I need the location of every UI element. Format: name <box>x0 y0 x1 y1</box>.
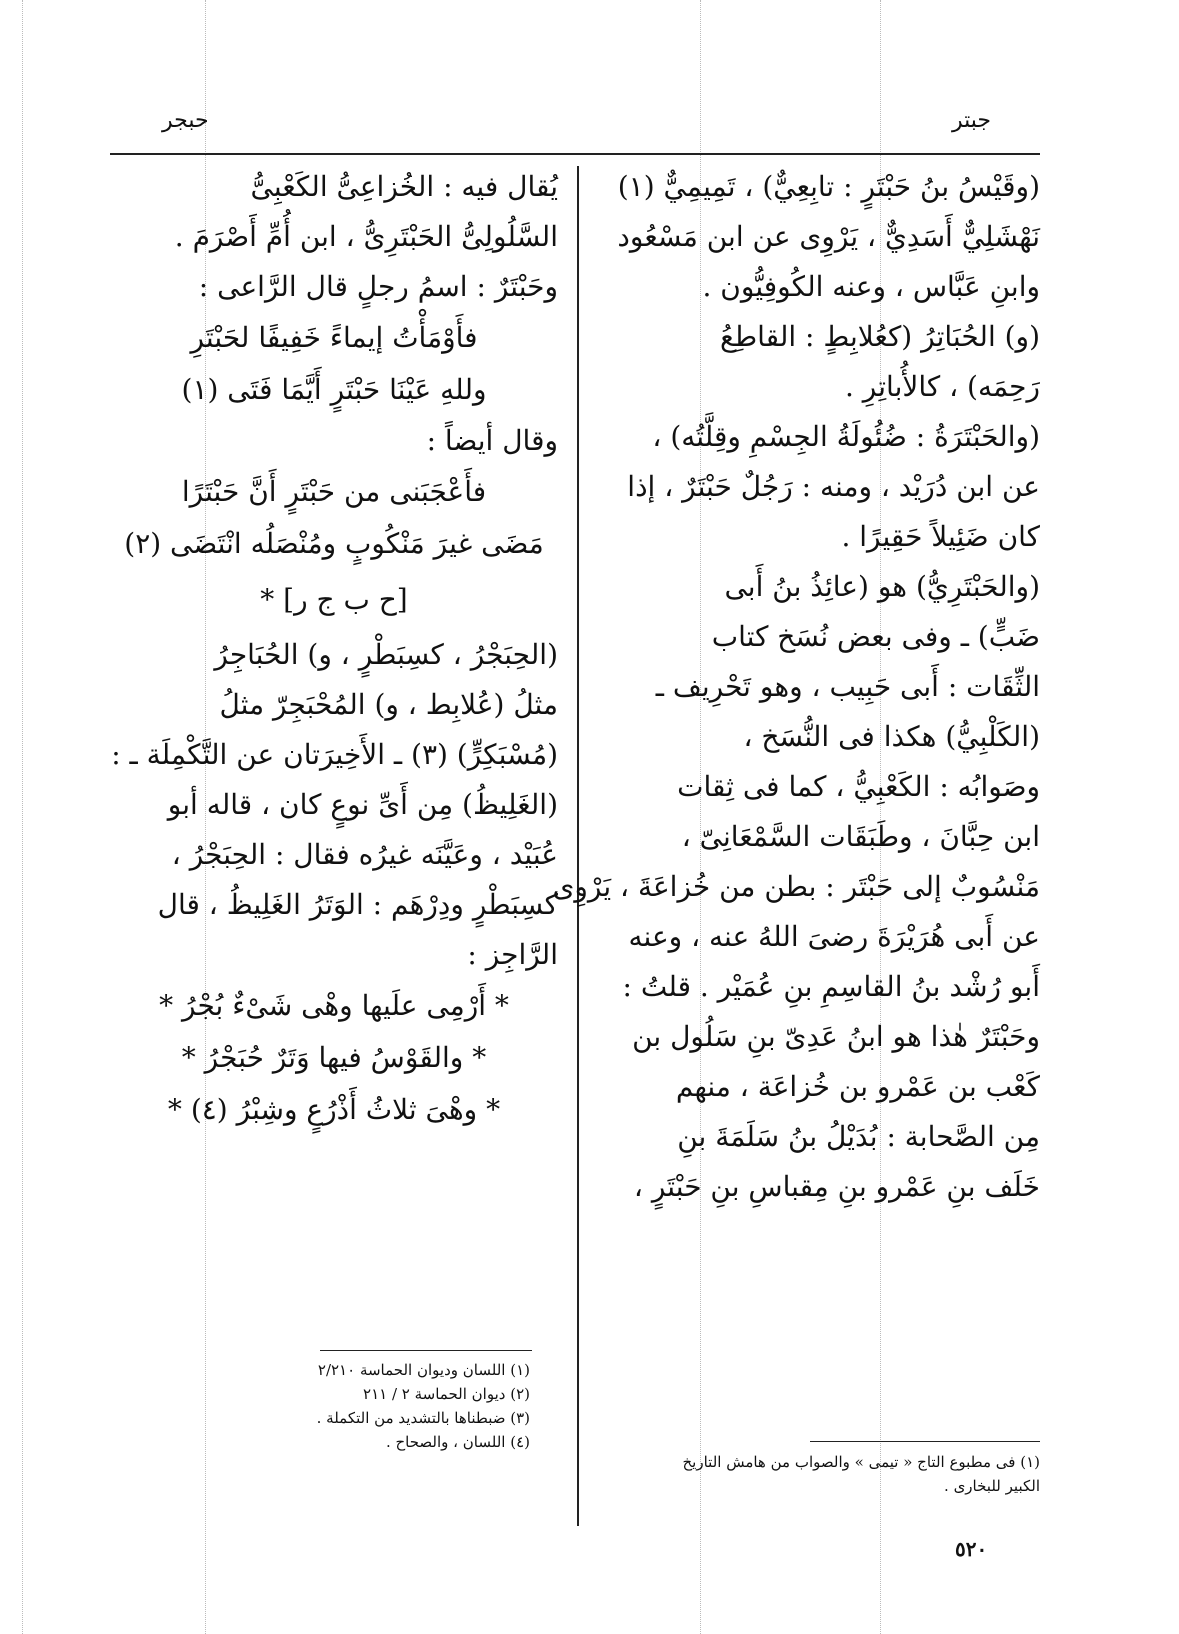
verse-line: مَضَى غيرَ مَنْكُوبٍ ومُنْصَلُه انْتَضَى (٢) <box>124 527 544 560</box>
header-rule <box>110 153 1040 155</box>
text-line: (والحَبْتَرِيُّ) هو (عائِذُ بنُ أَبى <box>724 570 1040 603</box>
column-divider <box>577 166 579 1526</box>
text-line: وحَبْتَرٌ هٰذا هو ابنُ عَدِىّ بنِ سَلُول بن <box>632 1020 1040 1053</box>
text-line: (الكَلْبِيُّ) هكذا فى النُّسَخ ، <box>743 720 1040 753</box>
footnote-line: (٢) ديوان الحماسة ٢ / ٢١١ <box>363 1385 530 1403</box>
footnote-line: الكبير للبخارى . <box>944 1477 1040 1495</box>
root-heading: [ح ب ج ر] * <box>260 583 408 616</box>
verse-line: وللهِ عَيْنَا حَبْتَرٍ أَيَّمَا فَتَى (١) <box>181 373 487 406</box>
text-line: الرَّاجِز : <box>467 938 558 971</box>
scan-guide-line <box>22 0 23 1634</box>
running-header-left: حبجر <box>162 108 209 133</box>
text-line: (والحَبْتَرَةُ : ضُئُولَةُ الجِسْمِ وقِلَّتُه) ، <box>652 420 1040 453</box>
text-line: مَنْسُوبٌ إلى حَبْتَر : بطن من خُزاعَةَ ، يَرْوِى <box>552 870 1040 903</box>
rajaz-line: * أَرْمِى علَيها وهْى شَىْءٌ بُجْرُ * <box>159 989 509 1022</box>
left-column <box>110 162 558 1136</box>
text-line: مِن الصَّحابة : بُدَيْلُ بنُ سَلَمَةَ بنِ <box>677 1120 1040 1153</box>
footnote-rule <box>320 1350 532 1351</box>
text-line: ضَبٍّ) ـ وفى بعض نُسَخ كتاب <box>711 620 1040 653</box>
rajaz-line: * وهْىَ ثلاثُ أَذْرُعٍ وشِبْرُ (٤) * <box>167 1093 501 1126</box>
text-line: أَبو رُشْد بنُ القاسِمِ بنِ عُمَيْر . قلتُ : <box>622 970 1040 1003</box>
text-line: عن أَبى هُرَيْرَةَ رضىَ اللهُ عنه ، وعنه <box>628 920 1040 953</box>
right-column <box>552 162 1040 1212</box>
text-line: عُبَيْد ، وعَيَّنَه غيرُه فقال : الحِبَجْرُ ، <box>171 838 558 871</box>
text-line: وصَوابُه : الكَعْبِيُّ ، كما فى ثِقات <box>677 770 1040 803</box>
left-footnotes <box>230 1358 530 1454</box>
footnote-line: (٤) اللسان ، والصحاح . <box>385 1433 530 1451</box>
text-line: خَلَف بنِ عَمْرو بنِ مِقباسِ بنِ حَبْتَرٍ ، <box>633 1170 1040 1203</box>
footnote-rule <box>810 1441 1040 1442</box>
text-line: مثلُ (عُلابِط ، و) المُحْبَجِرّ مثلُ <box>219 688 558 721</box>
text-line: الثِّقَات : أَبى حَبِيب ، وهو تَحْرِيف ـ <box>655 670 1040 703</box>
text-line: ابن حِبَّانَ ، وطَبَقَات السَّمْعَانِىّ ، <box>681 820 1040 853</box>
verse-line: فأَوْمَأْتُ إيماءً خَفِيفًا لحَبْتَرِ <box>190 321 478 354</box>
running-header-right: جبتر <box>952 108 992 133</box>
text-line: (الحِبَجْرُ ، كسِبَطْرٍ ، و) الحُبَاجِرُ <box>214 638 558 671</box>
footnote-line: (١) فى مطبوع التاج « تيمى » والصواب من هامش التاريخ <box>682 1453 1040 1471</box>
text-line: كان ضَئِيلاً حَقِيرًا . <box>841 520 1040 553</box>
text-line: وابنِ عَبَّاس ، وعنه الكُوفِيُّون . <box>702 270 1040 303</box>
footnote-line: (٣) ضبطناها بالتشديد من التكملة . <box>316 1409 530 1427</box>
text-line: (و) الحُبَاتِرُ (كعُلابِطٍ : القاطِعُ <box>719 320 1040 353</box>
text-line: عن ابن دُرَيْد ، ومنه : رَجُلٌ حَبْتَرٌ ، إذا <box>627 470 1040 503</box>
rajaz-line: * والقَوْسُ فيها وَتَرٌ حُبَجْرُ * <box>181 1041 487 1074</box>
text-line: كسِبَطْرٍ ودِرْهَم : الوَتَرُ الغَلِيظُ ، قال <box>157 888 558 921</box>
text-line: (الغَلِيظُ) مِن أَىِّ نوعٍ كان ، قاله أبو <box>167 788 558 821</box>
text-line: يُقال فيه : الخُزاعِىُّ الكَعْبِىُّ <box>250 170 558 203</box>
footnote-line: (١) اللسان وديوان الحماسة ٢/٢١٠ <box>317 1361 530 1379</box>
right-footnote <box>600 1450 1040 1498</box>
page-number: ٥٢٠ <box>955 1537 988 1561</box>
text-line: نَهْشَلِيٌّ أَسَدِيٌّ ، يَرْوِى عن ابن مَسْعُود <box>617 220 1040 253</box>
text-line: كَعْب بن عَمْرو بن خُزاعَة ، منهم <box>675 1070 1040 1103</box>
text-line: رَحِمَه) ، كالأُباتِرِ . <box>845 370 1040 403</box>
text-line: السَّلُولِىُّ الحَبْتَرِىُّ ، ابن أُمِّ أَصْرَمَ . <box>174 220 558 253</box>
text-line: وقال أيضاً : <box>426 424 558 457</box>
text-line: وحَبْتَرٌ : اسمُ رجلٍ قال الرَّاعى : <box>198 270 558 303</box>
text-line: (مُسْبَكِرٍّ) (٣) ـ الأَخِيرَتان عن التَّكْمِلَة ـ : <box>111 738 558 771</box>
verse-line: فأَعْجَبَنى من حَبْتَرٍ أَنَّ حَبْتَرًا <box>181 475 487 508</box>
text-line: (وقَيْسُ بنُ حَبْتَرٍ : تابِعِيٌّ) ، تَمِيمِيٌّ (١) <box>617 170 1040 203</box>
